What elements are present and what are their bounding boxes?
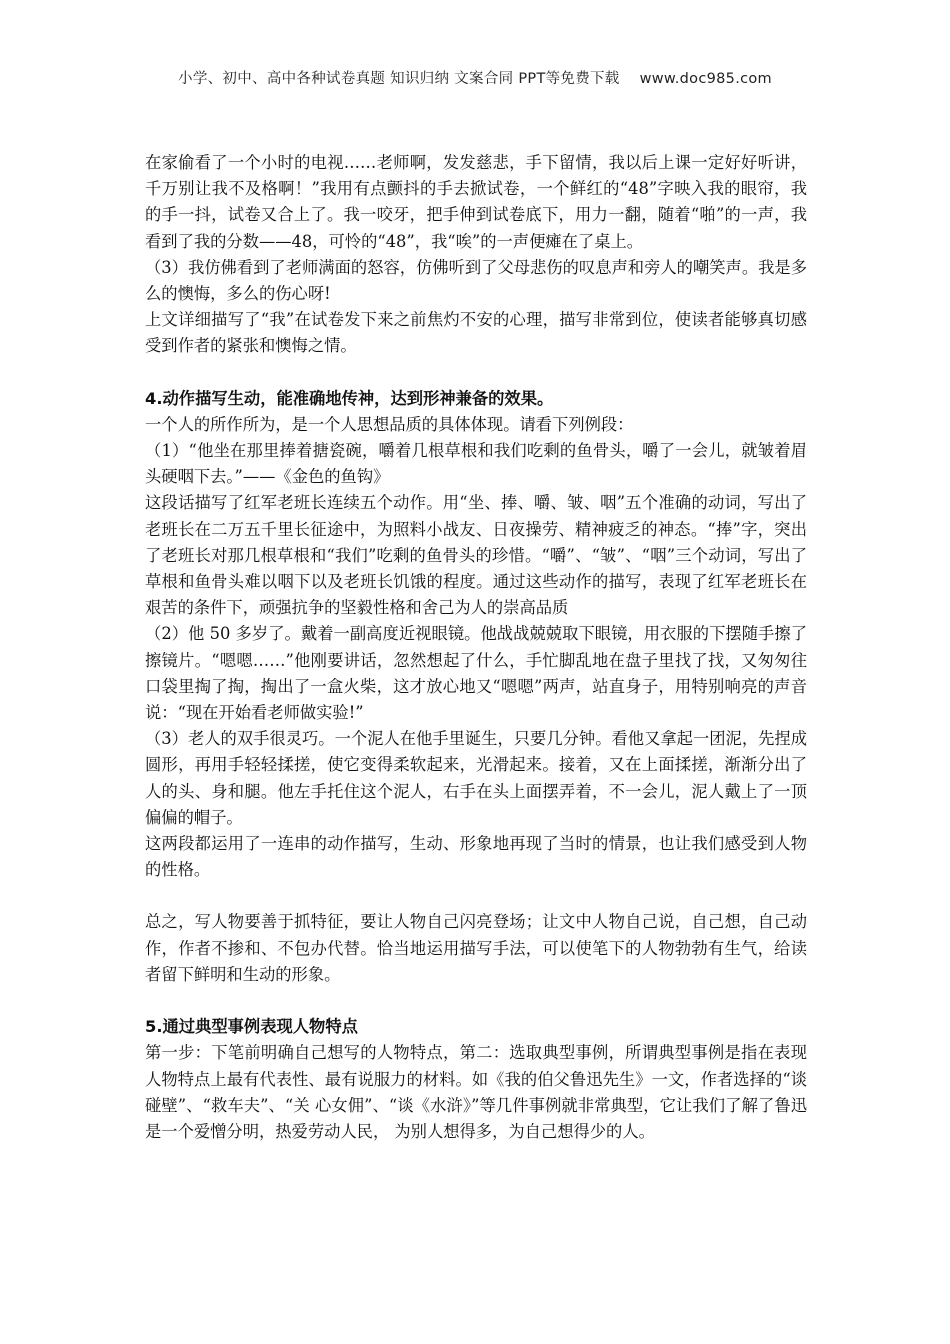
paragraph: 一个人的所作所为，是一个人思想品质的具体体现。请看下列例段： — [145, 414, 634, 434]
header-text: 小学、初中、高中各种试卷真题 知识归纳 文案合同 PPT等免费下载 — [178, 71, 620, 87]
paragraph: 上文详细描写了“我”在试卷发下来之前焦灼不安的心理，描写非常到位，使读者能够真切感受到作者的紧张和懊悔之情。 — [145, 310, 807, 356]
page-header — [0, 67, 950, 88]
paragraph: （2）他 50 多岁了。戴着一副高度近视眼镜。他战战兢兢取下眼镜，用衣服的下摆随手擦了擦镜片。“嗯嗯……”他刚要讲话，忽然想起了什么，手忙脚乱地在盘子里找了找，又匆匆往口袋里掏了掏，掏出了一盒火柴，这才放心地又“嗯嗯”两声，站直身子，用特别响亮的声音说：“现在开始看老师做实验!” — [145, 624, 807, 723]
section-heading: 4.动作描写生动，能准确地传神，达到形神兼备的效果。 — [145, 388, 554, 408]
paragraph: 第一步：下笔前明确自己想写的人物特点，第二：选取典型事例，所谓典型事例是指在表现人物特点上最有代表性、最有说服力的材料。如《我的伯父鲁迅先生》一文，作者选择的“谈碰壁”、“救车夫”、“关 心女佣”、“谈《水浒》”等几件事例就非常典型，它让我们了解了鲁迅是一个爱憎分明，热爱劳动人民， 为别人想得多，为自己想得少的人。 — [145, 1043, 807, 1141]
paragraph: 这段话描写了红军老班长连续五个动作。用“坐、捧、嚼、皱、咽”五个准确的动词，写出了老班长在二万五千里长征途中，为照料小战友、日夜操劳、精神疲乏的神态。“捧”字，突出了老班长对那几根草根和“我们”吃剩的鱼骨头的珍惜。“嚼”、“皱”、“咽”三个动词，写出了草根和鱼骨头难以咽下以及老班长饥饿的程度。通过这些动作的描写，表现了红军老班长在艰苦的条件下，顽强抗争的坚毅性格和舍己为人的崇高品质 — [145, 493, 807, 618]
paragraph: 这两段都运用了一连串的动作描写，生动、形象地再现了当时的情景，也让我们感受到人物的性格。 — [145, 834, 807, 880]
document-body — [145, 150, 807, 1145]
paragraph: 在家偷看了一个小时的电视……老师啊，发发慈悲，手下留情，我以后上课一定好好听讲，千万别让我不及格啊！”我用有点颤抖的手去掀试卷，一个鲜红的“48”字映入我的眼帘，我的手一抖，试卷又合上了。我一咬牙，把手伸到试卷底下，用力一翻，随着“啪”的一声，我看到了我的分数——48，可怜的“48”，我“唉”的一声便瘫在了桌上。 — [145, 153, 807, 251]
paragraph: 总之，写人物要善于抓特征，要让人物自己闪亮登场；让文中人物自己说，自己想，自己动作，作者不掺和、不包办代替。恰当地运用描写手法，可以使笔下的人物勃勃有生气，给读者留下鲜明和生动的形象。 — [145, 912, 807, 984]
paragraph: （3）我仿佛看到了老师满面的怒容，仿佛听到了父母悲伤的叹息声和旁人的嘲笑声。我是多么的懊悔，多么的伤心呀! — [145, 257, 807, 304]
section-heading: 5.通过典型事例表现人物特点 — [145, 1017, 358, 1037]
paragraph: （3）老人的双手很灵巧。一个泥人在他手里诞生，只要几分钟。看他又拿起一团泥，先捏成圆形，再用手轻轻揉搓，使它变得柔软起来，光滑起来。接着，又在上面揉搓，渐渐分出了人的头、身和腿。他左手托住这个泥人，右手在头上面摆弄着，不一会儿，泥人戴上了一顶偏偏的帽子。 — [145, 729, 807, 827]
header-url[interactable]: www.doc985.com — [639, 71, 772, 87]
paragraph: （1）“他坐在那里捧着搪瓷碗，嚼着几根草根和我们吃剩的鱼骨头，嚼了一会儿，就皱着眉头硬咽下去。”——《金色的鱼钩》 — [145, 441, 807, 487]
